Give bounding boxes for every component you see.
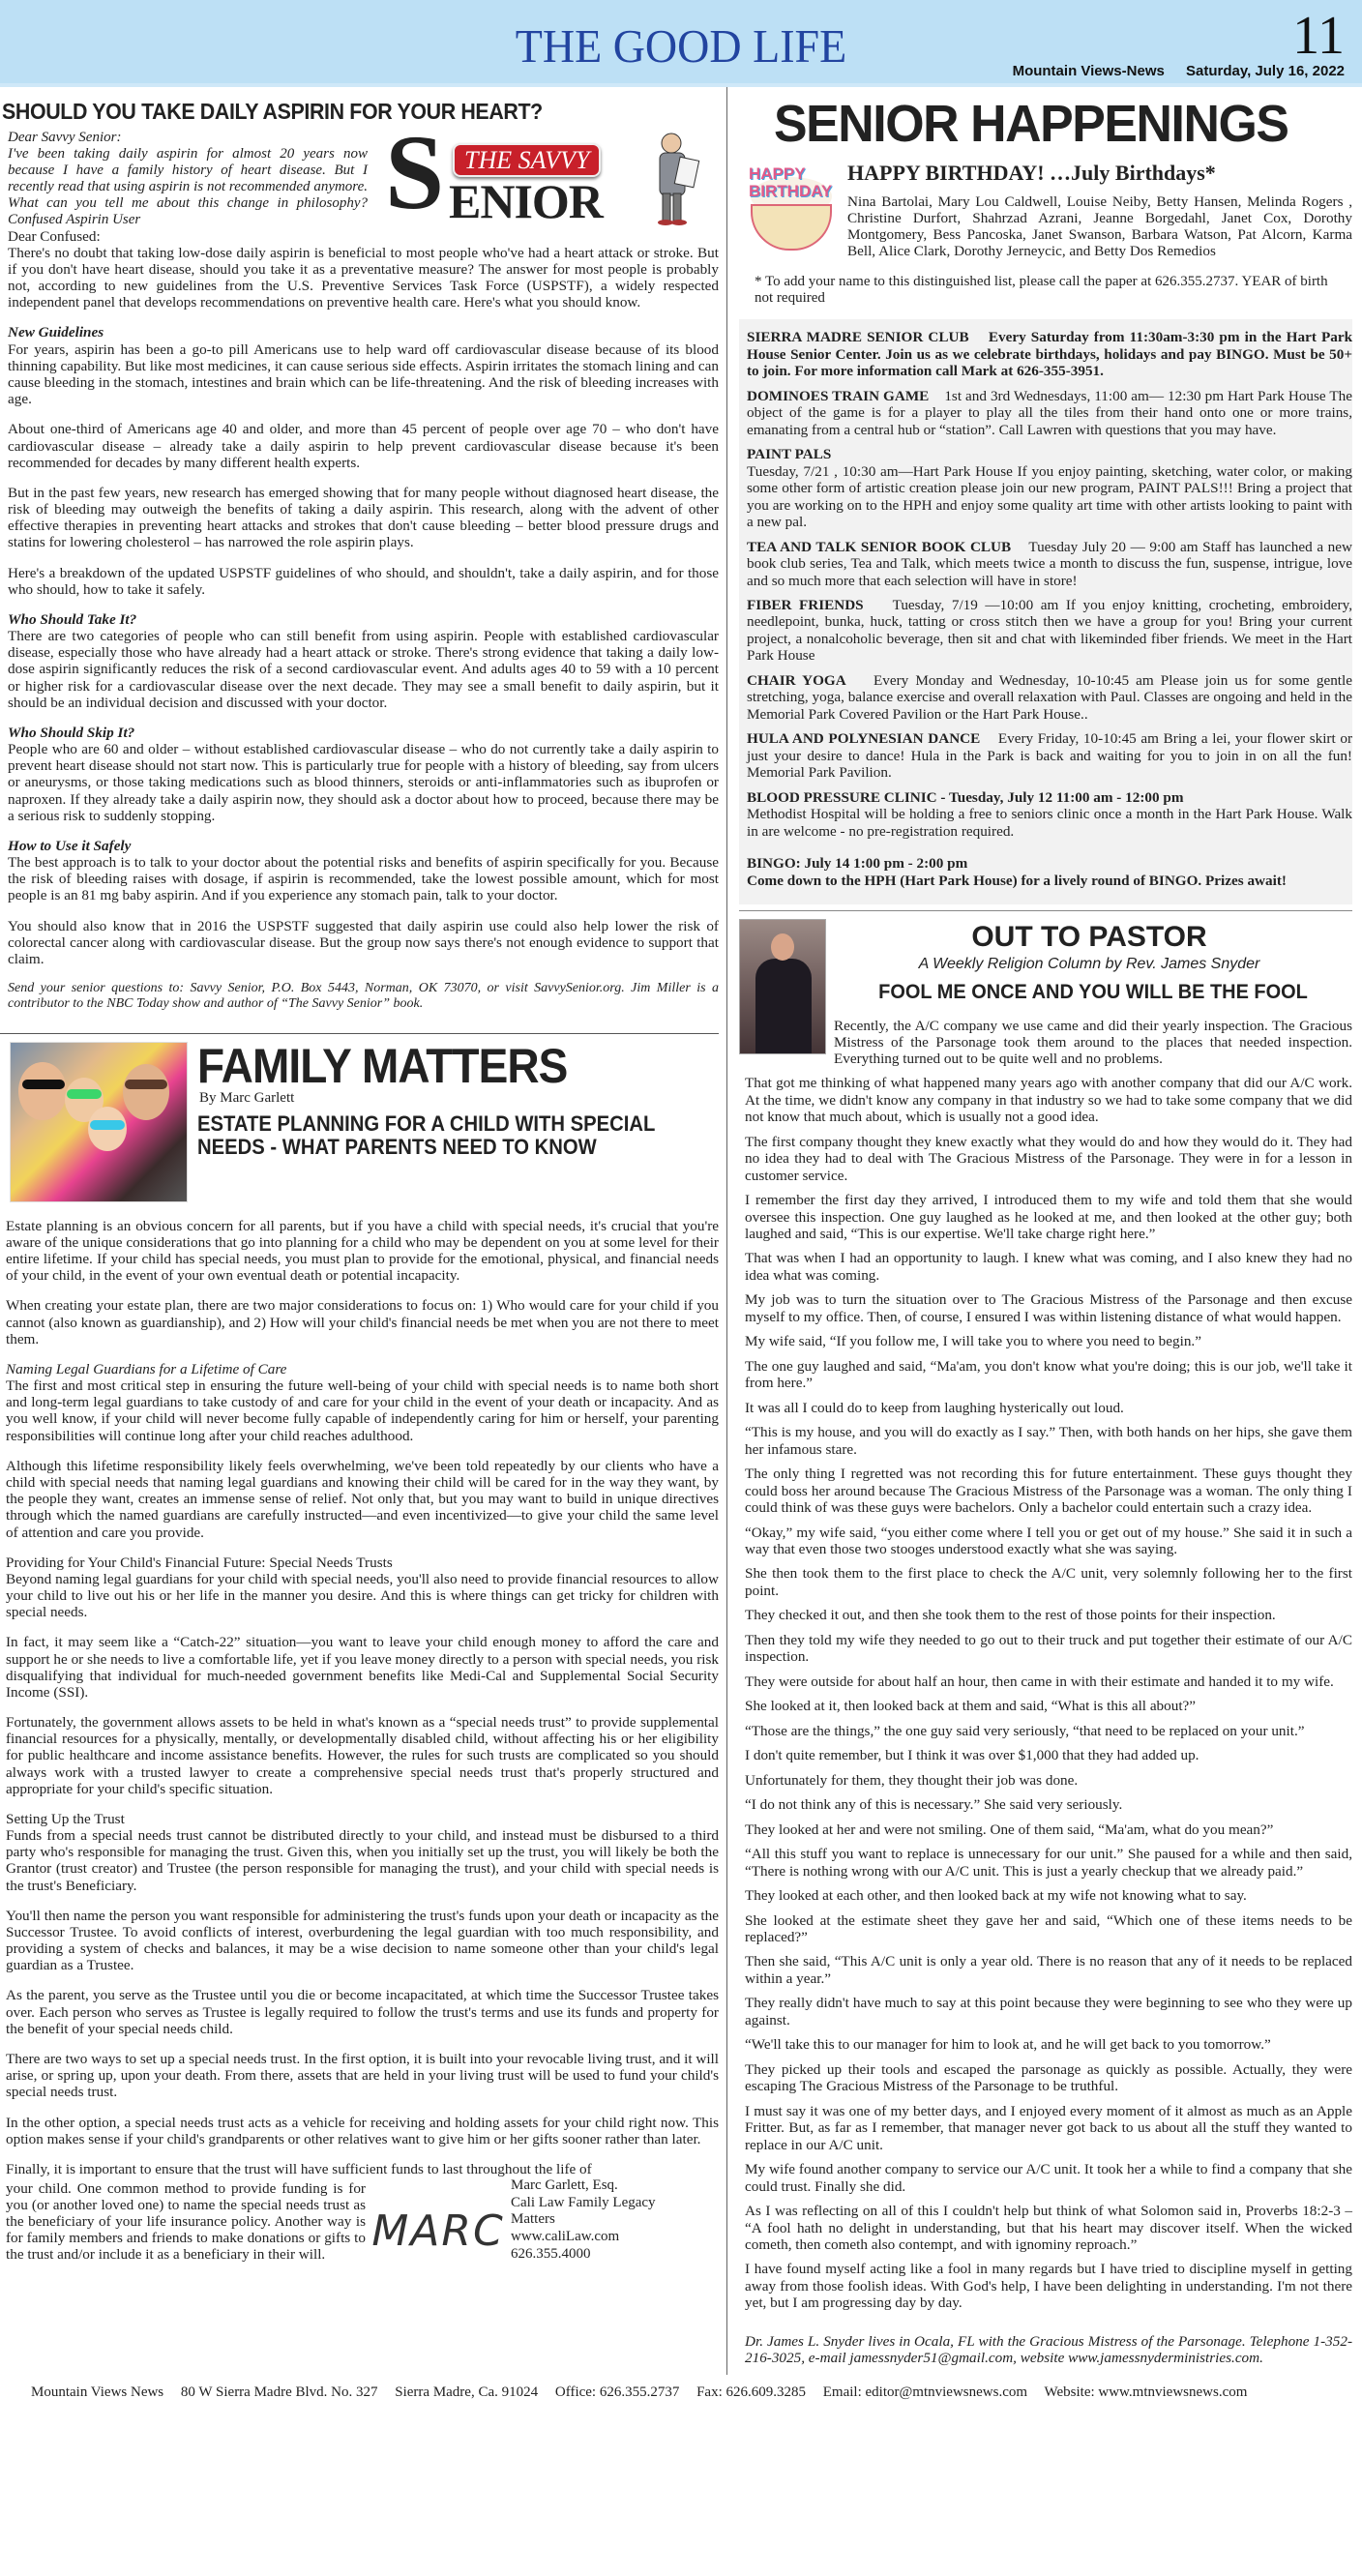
family-matters-subtitle: ESTATE PLANNING FOR A CHILD WITH SPECIAL NEEDS - WHAT PARENTS NEED TO KNOW bbox=[197, 1110, 656, 1159]
subheading: Setting Up the Trust bbox=[6, 1810, 125, 1827]
aspirin-closing: Send your senior questions to: Savvy Senior, P.O. Box 5443, Norman, OK 73070, or visit SavvySenior.org. Jim Miller is a contributor to the NBC Today show and author of “The Savvy Senior” book. bbox=[8, 981, 719, 1011]
article-paragraph bbox=[8, 838, 719, 904]
paragraph-text: Fortunately, the government allows assets to be held in what's known as a “special needs trust” to provide supplemental financial resources for a physically, mentally, or developmentally disabled child, without affecting his or her eligibility for public healthcare and income assistance benefits. However, the rules for such trusts are complicated so you should always work with a trusted lawyer to create a comprehensive special needs trust that's properly structured and appropriate for your child's specific situation. bbox=[6, 1714, 719, 1797]
event-details: Every Friday, 10-10:45 am Bring a lei, your flower skirt or just your desire to dance! Hula in the Park is back and waiting for you to join in on all the fun! Memorial Park Pavilion. bbox=[747, 730, 1353, 782]
paragraph-text: But in the past few years, new research has emerged showing that for many people without diagnosed heart disease, the risk of bleeding may outweigh the benefits of taking a daily aspirin. This research, along with the advent of other effective therapies in preventing heart attacks and strokes that don't cause bleeding – better blood pressure drugs and statins for lowering cholesterol – has narrowed the role aspirin plays. bbox=[8, 484, 719, 551]
right-column bbox=[727, 87, 1362, 2375]
subheading: How to Use it Safely bbox=[8, 837, 132, 854]
article-paragraph: The only thing I regretted was not recording this for future entertainment. These guys thought they could boss her around because The Gracious Mistress of the Parsonage was a woman. The only thing I could think of was these guys were bachelors. Only a bachelor could entertain such a crazy idea. bbox=[745, 1466, 1352, 1517]
article-paragraph bbox=[6, 1458, 719, 1541]
article-paragraph bbox=[8, 228, 719, 311]
author-bio: Dr. James L. Snyder lives in Ocala, FL with the Gracious Mistress of the Parsonage. Telephone 1-352-216-3025, e-mail jamessnyder51@gmail.com, website www.jamessnyderministries.com. bbox=[745, 2332, 1352, 2367]
article-paragraph: My job was to turn the situation over to The Gracious Mistress of the Parsonage and then excuse myself to my office. Then, of course, I ensured I was within listening distance of what would happen. bbox=[745, 1291, 1352, 1325]
family-matters-article bbox=[0, 1034, 719, 2264]
article-paragraph: They checked it out, and then she took them to the rest of those points for their inspection. bbox=[745, 1607, 1276, 1624]
article-paragraph: Unfortunately for them, they thought their job was done. bbox=[745, 1771, 1079, 1789]
article-paragraph: “We'll take this to our manager for him to look at, and he will get back to you tomorrow.” bbox=[745, 2036, 1271, 2054]
paragraph-text: You should also know that in 2016 the USPSTF suggested that daily aspirin use could also help lower the risk of colorectal cancer along with cardiovascular disease. But the group now says there's not enough evidence to support that claim. bbox=[8, 917, 719, 967]
issue-date: Saturday, July 16, 2022 bbox=[1186, 63, 1345, 79]
birthday-names: Nina Bartolai, Mary Lou Caldwell, Louise Neiby, Betty Hansen, Melinda Rogers , Christine Durfort, Shahrzad Azrani, Jeanne Borgedahl, Janet Cox, Dorothy Montgomery, Bess Pancoska, Janet Swanson, Barbara Watson, Pat Alcorn, Karma Bell, Alice Clark, Dorothy Jerneycic, and Betty Dos Remedios bbox=[847, 192, 1352, 260]
article-paragraph bbox=[6, 2051, 719, 2101]
paragraph-text: The best approach is to talk to your doctor about the potential risks and benefits of aspirin specifically for you. Because the risk of bleeding raises with dosage, if aspirin is recommended, take the lowest possible amount, which for most people is an 81 mg baby aspirin. And if you experience any stomach pain, talk to your doctor. bbox=[8, 854, 719, 904]
article-paragraph: She then took them to the first place to check the A/C unit, very solemnly following her to the first point. bbox=[745, 1565, 1352, 1599]
article-paragraph bbox=[8, 918, 719, 968]
senior-happenings-title: SENIOR HAPPENINGS bbox=[774, 95, 1288, 153]
article-paragraph bbox=[6, 2115, 719, 2147]
subheading: Who Should Skip It? bbox=[8, 724, 135, 741]
article-paragraph: She looked at the estimate sheet they gave her and said, “Which one of these items needs to be replaced?” bbox=[745, 1911, 1352, 1945]
article-paragraph bbox=[6, 1361, 719, 1444]
subheading: New Guidelines bbox=[8, 324, 104, 341]
article-paragraph: The first company thought they knew exactly what they would do and how they would do it. They had no idea they had to deal with The Gracious Mistress of the Parsonage. They were in for a lesson in customer service. bbox=[745, 1133, 1352, 1184]
pastor-photo bbox=[739, 919, 826, 1054]
left-column bbox=[0, 87, 727, 2375]
birthday-section bbox=[739, 160, 1352, 260]
event-details: Come down to the HPH (Hart Park House) for a lively round of BINGO. Prizes await! bbox=[747, 872, 1287, 889]
page-body bbox=[0, 87, 1362, 2375]
signature-block bbox=[0, 2177, 719, 2263]
event-details: Tuesday July 20 — 9:00 am Staff has launched a new book club series, Tea and Talk, which meets twice a month to discuss the fun, suspense, intrigue, love and so much more that each selection will have in store! bbox=[747, 538, 1352, 589]
article-paragraph: I have found myself acting like a fool in many regards but I have tried to discipline myself in getting away from those foolish ideas. With God's help, I have been delighting in understanding. I'm not there yet, but I am progressing day by day. bbox=[745, 2261, 1352, 2312]
article-paragraph: They looked at her and were not smiling. One of them said, “Ma'am, what do you mean?” bbox=[745, 1821, 1274, 1838]
event-item bbox=[747, 855, 1352, 889]
event-details: Methodist Hospital will be holding a free to seniors clinic once a month in the Hart Park House. Walk in are welcome - no pre-registration required. bbox=[747, 806, 1352, 840]
article-paragraph: She looked at it, then looked back at them and said, “What is this all about?” bbox=[745, 1698, 1197, 1715]
logo-enior: ENIOR bbox=[449, 173, 603, 228]
author-firm: Cali Law Family Legacy Matters bbox=[511, 2194, 656, 2228]
event-item bbox=[747, 597, 1352, 665]
article-paragraph: It was all I could do to keep from laughing hysterically out loud. bbox=[745, 1399, 1124, 1416]
article-paragraph: I must say it was one of my better days, and I enjoyed every moment of it almost as much as an Apple Fritter. But, as far as I remember, that manager never got back to us about all the stuff they wanted to replace in our A/C unit. bbox=[745, 2102, 1352, 2153]
out-to-pastor-article bbox=[739, 911, 1352, 2367]
footer-office: Office: 626.355.2737 bbox=[554, 2384, 680, 2400]
event-details: 1st and 3rd Wednesdays, 11:00 am— 12:30 pm Hart Park House The object of the game is for a player to play all the tiles from their hand onto one or more trains, emanating from a central hub or “station”. Call Lawren with questions that you may have. bbox=[747, 387, 1353, 438]
paragraph-text: Funds from a special needs trust cannot be distributed directly to your child, and instead must be disbursed to a third party who's responsible for managing the trust. Given this, when you initially set up the trust, you will likely be both the Grantor (trust creator) and Trustee (the person responsible for managing the trust), and your child with special needs is the trust's Beneficiary. bbox=[6, 1827, 719, 1894]
article-paragraph: “I do not think any of this is necessary.” She said very seriously. bbox=[745, 1796, 1123, 1814]
event-name: FIBER FRIENDS bbox=[747, 597, 864, 613]
event-item bbox=[747, 329, 1352, 379]
events-list bbox=[739, 319, 1352, 904]
event-item bbox=[747, 789, 1352, 840]
aspirin-body bbox=[0, 228, 719, 968]
event-name: DOMINOES TRAIN GAME bbox=[747, 387, 930, 404]
article-paragraph bbox=[6, 1987, 719, 2037]
family-matters-titles bbox=[197, 1038, 758, 1202]
publication-name: Mountain Views-News bbox=[1012, 63, 1165, 79]
footer-address: 80 W Sierra Madre Blvd. No. 327 bbox=[180, 2384, 378, 2400]
paragraph-text: About one-third of Americans age 40 and older, and more than 45 percent of people over age 70 – who don't have cardiovascular disease – already take a daily aspirin to help prevent cardiovascular disease because it's been recommended for decades by many different health experts. bbox=[8, 421, 719, 471]
event-name: CHAIR YOGA bbox=[747, 671, 846, 689]
article-paragraph bbox=[6, 1634, 719, 1701]
event-details: Every Monday and Wednesday, 10-10:45 am Please join us for some gentle stretching, yoga, balance exercise and overall relaxation with Paul. Classes are ongoing and held in the Memorial Park Covered Pavilion or the Hart Park House.. bbox=[747, 671, 1352, 723]
family-photo bbox=[10, 1042, 188, 1202]
author-phone: 626.355.4000 bbox=[511, 2245, 591, 2262]
article-paragraph bbox=[8, 725, 719, 824]
article-paragraph bbox=[8, 485, 719, 551]
article-paragraph bbox=[6, 1554, 719, 1621]
birthday-note: * To add your name to this distinguished list, please call the paper at 626.355.2737. YEAR of birth not required bbox=[755, 273, 1328, 306]
article-paragraph: They looked at each other, and then looked back at my wife not knowing what to say. bbox=[745, 1887, 1247, 1905]
article-paragraph: As I was reflecting on all of this I couldn't help but think of what Solomon said in, Proverbs 18:2-3 – “A fool hath no delight in understanding, but that his heart may discover itself. When the wicked cometh, then cometh also contempt, and with ignominy reproach.” bbox=[745, 2203, 1352, 2254]
out-to-pastor-body bbox=[739, 1075, 1352, 2367]
masthead bbox=[0, 0, 1362, 87]
out-to-pastor-title: OUT TO PASTOR bbox=[971, 921, 1207, 954]
logo-big-s: S bbox=[385, 112, 445, 231]
event-details: Every Saturday from 11:30am-3:30 pm in the Hart Park House Senior Center. Join us as we celebrate birthdays, holidays and pay BINGO. Must be 50+ to join. For more information call Mark at 626-355-3951. bbox=[747, 329, 1353, 380]
author-website[interactable]: www.caliLaw.com bbox=[511, 2229, 620, 2245]
event-item bbox=[747, 672, 1352, 723]
aspirin-headline: SHOULD YOU TAKE DAILY ASPIRIN FOR YOUR HEART? bbox=[2, 99, 543, 124]
event-name: BINGO: July 14 1:00 pm - 2:00 pm bbox=[747, 855, 968, 873]
section-title: THE GOOD LIFE bbox=[515, 19, 847, 73]
handwritten-signature: MARC bbox=[371, 2206, 505, 2256]
paragraph-text: When creating your estate plan, there are two major considerations to focus on: 1) Who would care for your child if you cannot (also known as guardianship), and 2) How will your child's financial needs be met when you are not there to meet them. bbox=[6, 1297, 719, 1347]
page-footer bbox=[0, 2375, 1362, 2409]
family-matters-title: FAMILY MATTERS bbox=[197, 1038, 568, 1093]
event-name: TEA AND TALK SENIOR BOOK CLUB bbox=[747, 538, 1012, 555]
event-item bbox=[747, 539, 1352, 589]
logo-badge: THE SAVVY bbox=[453, 143, 601, 177]
article-paragraph bbox=[6, 1811, 719, 1894]
birthday-cake-icon: HAPPY BIRTHDAY bbox=[747, 160, 836, 256]
article-paragraph bbox=[6, 1714, 719, 1797]
article-paragraph: They were outside for about half an hour, then came in with their estimate and handed it to my wife. bbox=[745, 1673, 1334, 1690]
article-paragraph: My wife said, “If you follow me, I will take you to where you need to begin.” bbox=[745, 1333, 1201, 1350]
article-paragraph bbox=[8, 611, 719, 711]
family-matters-body bbox=[0, 1218, 719, 2177]
aspirin-article bbox=[0, 99, 719, 1012]
savvy-question-block bbox=[0, 112, 719, 231]
final-paragraph-start: Finally, it is important to ensure that the trust will have sufficient funds to last throughout the life of bbox=[6, 2160, 592, 2177]
cartoon-man-newspaper-icon bbox=[650, 130, 700, 226]
savvy-senior-logo bbox=[385, 112, 704, 231]
article-paragraph: My wife found another company to service our A/C unit. It took her a while to find a company that she could trust. Finally she did. bbox=[745, 2161, 1352, 2195]
column-headline: FOOL ME ONCE AND YOU WILL BE THE FOOL bbox=[878, 981, 1308, 1003]
reader-question: Dear Savvy Senior: I've been taking daily aspirin for almost 20 years now because I have a family history of heart disease. But I recently read that using aspirin is not recommended anymore. What can you tell me about this change in philosophy? Confused Aspirin User bbox=[8, 129, 368, 227]
article-paragraph: “Okay,” my wife said, “you either come where I tell you or get out of my house.” She said it in such a way that even those two stooges understood exactly what she was saying. bbox=[745, 1524, 1352, 1558]
paragraph-text: Dear Confused: There's no doubt that taking low-dose daily aspirin is beneficial to most people who've had a heart attack or stroke. But if you don't have heart disease, should you take it as a preventative measure? The answer for most people is probably not, according to new guidelines from the U.S. Preventive Services Task Force (USPSTF), a widely respected independent panel that develops recommendations on preventive health care. Here's what you should know. bbox=[8, 227, 719, 311]
birthday-title: HAPPY BIRTHDAY! …July Birthdays* bbox=[847, 161, 1216, 186]
event-item bbox=[747, 446, 1352, 530]
article-paragraph bbox=[8, 421, 719, 471]
event-name: SIERRA MADRE SENIOR CLUB bbox=[747, 329, 969, 346]
page-number: 11 bbox=[1292, 6, 1345, 66]
publication-line bbox=[1013, 64, 1345, 80]
article-paragraph bbox=[8, 565, 719, 598]
paragraph-text: There are two categories of people who can still benefit from using aspirin. People with established cardiovascular disease, especially those who have already had a heart attack or stroke. There's strong evidence that taking a daily low-dose aspirin significantly reduces the risk of a second cardiovascular event. And adults ages 40 to 59 with a 10 percent or higher risk for a cardiovascular disease over the next decade. They may see a small benefit to daily aspirin, but it should be an individual decision and discussed with your doctor. bbox=[8, 628, 719, 711]
paragraph-text: As the parent, you serve as the Trustee until you die or become incapacitated, at which time the Successor Trustee takes over. Each person who serves as Trustee is legally required to follow the trust's terms and use its funds and property for the benefit of your special needs child. bbox=[6, 1987, 719, 2037]
paragraph-text: The first and most critical step in ensuring the future well-being of your child with special needs is to name both short and long-term legal guardians to take custody of and care for your child in the event of your death or incapacity. And as you well know, if your child will never become fully capable of independently caring for him or herself, your parenting responsibilities will continue long after your child reaches adulthood. bbox=[6, 1377, 719, 1444]
paragraph-text: There are two ways to set up a special needs trust. In the first option, it is built into your revocable living trust, and it will arise, or spring up, upon your death. From there, assets that are held in your living trust will be used to fund your child's special needs trust. bbox=[6, 2050, 719, 2101]
event-name: HULA AND POLYNESIAN DANCE bbox=[747, 730, 981, 748]
footer-city: Sierra Madre, Ca. 91024 bbox=[395, 2384, 539, 2400]
paragraph-text: Although this lifetime responsibility likely feels overwhelming, we've been told repeatedly by our clients who have a child with special needs that naming legal guardians and knowing their child will be cared for in the way they want, by the people they want, creates an immense sense of relief. Not only that, but you may want to build in unique directives through which the named guardians are carefully instructed—and even incentivized—to give your child the same level of attention and care you provide. bbox=[6, 1457, 719, 1541]
event-details: Tuesday, 7/21 , 10:30 am—Hart Park House If you enjoy painting, sketching, water color, or making some other form of artistic creation please join our new program, PAINT PALS!!! Bring a project that you are working on to the HPH and enjoy some quality art time with other artists looking to paint with a new pal. bbox=[747, 462, 1352, 531]
article-paragraph: “This is my house, and you will do exactly as I say.” Then, with both hands on her hips, she gave them her infamous stare. bbox=[745, 1424, 1352, 1458]
final-paragraph-end: your child. One common method to provide funding is for you (or another loved one) to name the special needs trust as the beneficiary of your life insurance policy. Another way is for family members and friends to make donations or gifts to the trust and/or include it as a beneficiary in their will. bbox=[6, 2179, 366, 2264]
event-name: BLOOD PRESSURE CLINIC - Tuesday, July 12 11:00 am - 12:00 pm bbox=[747, 788, 1184, 806]
paragraph-text: Beyond naming legal guardians for your child with special needs, you'll also need to provide financial resources to allow your child to live out his or her life in the manner you desire. And this is where things can get tricky for children with special needs. bbox=[6, 1570, 719, 1621]
event-name: PAINT PALS bbox=[747, 446, 832, 463]
family-matters-lead: Estate planning is an obvious concern for all parents, but if you have a child with special needs, it's crucial that you're aware of the unique considerations that go into planning for a child who may be dependent on you at some level for their entire lifetime. If your child has special needs, you must plan to provide for the emotional, physical, and financial needs of your child, in the event of your own eventual death or potential incapacity. bbox=[6, 1217, 719, 1285]
article-paragraph: “Those are the things,” the one guy said very seriously, “that need to be replaced on your unit.” bbox=[745, 1722, 1305, 1739]
footer-website[interactable]: Website: www.mtnviewsnews.com bbox=[1044, 2384, 1248, 2400]
article-paragraph: I remember the first day they arrived, I introduced them to my wife and told them that she would oversee this inspection. One guy laughed as he looked at me, and then looked at the other guy; both laughed and said, “This is our expertise. We'll take charge right here.” bbox=[745, 1192, 1352, 1242]
family-matters-header bbox=[0, 1034, 719, 1202]
author-name: Marc Garlett, Esq. bbox=[511, 2177, 618, 2194]
paragraph-text: In the other option, a special needs trust acts as a vehicle for receiving and holding assets for your child right now. This option makes sense if your child's grandparents or other relatives want to give him or her gifts sooner rather than later. bbox=[6, 2114, 719, 2147]
article-paragraph: Then they told my wife they needed to go out to their truck and put together their estimate of our A/C inspection. bbox=[745, 1631, 1352, 1666]
event-item bbox=[747, 388, 1352, 438]
footer-paper: Mountain Views News bbox=[31, 2384, 164, 2400]
paragraph-text: People who are 60 and older – without established cardiovascular disease – who do not currently take a daily aspirin to prevent heart disease should not start now. This is particularly true for people with a history of bleeding, say from ulcers or aneurysms, or those taking medications such as blood thinners, steroids or anti-inflammatories such as ibuprofen or naproxen. If they already take a daily aspirin now, they should ask a doctor about how to proceed, because there may be a serious risk to suddenly stopping. bbox=[8, 741, 719, 824]
column-subtitle: A Weekly Religion Column by Rev. James Snyder bbox=[918, 955, 1260, 972]
subheading: Providing for Your Child's Financial Future: Special Needs Trusts bbox=[6, 1554, 393, 1571]
event-details: Tuesday, 7/19 —10:00 am If you enjoy knitting, crocheting, embroidery, needlepoint, bunka, huck, tatting or cross stitch then we have a group for you! Bring your current project, a nonalcoholic beverage, then sit and chat with likeminded fiber friends. We meet in the Hart Park House bbox=[747, 597, 1352, 665]
article-paragraph: They picked up their tools and escaped the parsonage as quickly as possible. Actually, they were escaping The Gracious Mistress of the Parsonage to be truthful. bbox=[745, 2060, 1352, 2095]
article-paragraph: They really didn't have much to say at this point because they were beginning to see who they were up against. bbox=[745, 1995, 1352, 2028]
subheading: Naming Legal Guardians for a Lifetime of Care bbox=[6, 1360, 287, 1377]
article-paragraph: That was when I had an opportunity to laugh. I knew what was coming, and I also knew they had no idea what was coming. bbox=[745, 1250, 1352, 1284]
subheading: Who Should Take It? bbox=[8, 610, 137, 628]
article-paragraph: I don't quite remember, but I think it was over $1,000 that they had added up. bbox=[745, 1747, 1199, 1764]
footer-email[interactable]: Email: editor@mtnviewsnews.com bbox=[822, 2384, 1028, 2400]
article-paragraph: That got me thinking of what happened many years ago with another company that did our A/C work. At the time, we didn't know any company in that industry so we had to take some company that we did not know that much about, which is usually not a good idea. bbox=[745, 1075, 1352, 1126]
footer-fax: Fax: 626.609.3285 bbox=[696, 2384, 807, 2400]
event-item bbox=[747, 730, 1352, 781]
out-to-pastor-header bbox=[739, 911, 1352, 1067]
paragraph-text: For years, aspirin has been a go-to pill Americans use to help ward off cardiovascular disease because of its blood thinning capability. But like most medicines, it can cause serious side effects. Aspirin irritates the stomach lining and can cause bleeding in the stomach, intestines and brain which can be life-threatening. And the risk of bleeding increases with age. bbox=[8, 341, 719, 408]
article-paragraph: “All this stuff you want to replace is unnecessary for our unit.” She paused for a while and then said, “There is nothing wrong with our A/C unit. This is just a yearly checkup that we already paid.” bbox=[745, 1846, 1352, 1880]
article-paragraph bbox=[6, 1297, 719, 1347]
article-paragraph bbox=[8, 324, 719, 407]
article-paragraph: Then she said, “This A/C unit is only a year old. There is no reason that any of it needs to be replaced within a year.” bbox=[745, 1953, 1352, 1987]
column-lead: Recently, the A/C company we use came and did their yearly inspection. The Gracious Mistress of the Parsonage took them around to the places that needed inspection. Everything turned out to be quite well and no problems. bbox=[834, 1017, 1352, 1068]
paragraph-text: In fact, it may seem like a “Catch-22” situation—you want to leave your child enough money to afford the care and support he or she needs to live a comfortable life, yet if you leave money directly to a person with special needs, you risk disqualifying that individual for much-needed government benefits like Medi-Cal and Supplemental Social Security Income (SSI). bbox=[6, 1634, 719, 1701]
byline: By Marc Garlett bbox=[199, 1089, 295, 1106]
author-contact bbox=[511, 2177, 656, 2263]
article-paragraph bbox=[6, 1908, 719, 1974]
paragraph-text: Here's a breakdown of the updated USPSTF guidelines of who should, and shouldn't, take a daily aspirin, and for those who should, how to take it safely. bbox=[8, 564, 719, 598]
article-paragraph: The one guy laughed and said, “Ma'am, you don't know what you're doing; this is our job, we'll take it from here.” bbox=[745, 1357, 1352, 1392]
paragraph-text: You'll then name the person you want responsible for administering the trust's funds upon your death or incapacity as the Successor Trustee. To avoid conflicts of interest, overburdening the legal guardian with too much responsibility, and providing a system of checks and balances, it may be a wise decision to name someone other than your child's legal guardian as a Trustee. bbox=[6, 1907, 719, 1974]
